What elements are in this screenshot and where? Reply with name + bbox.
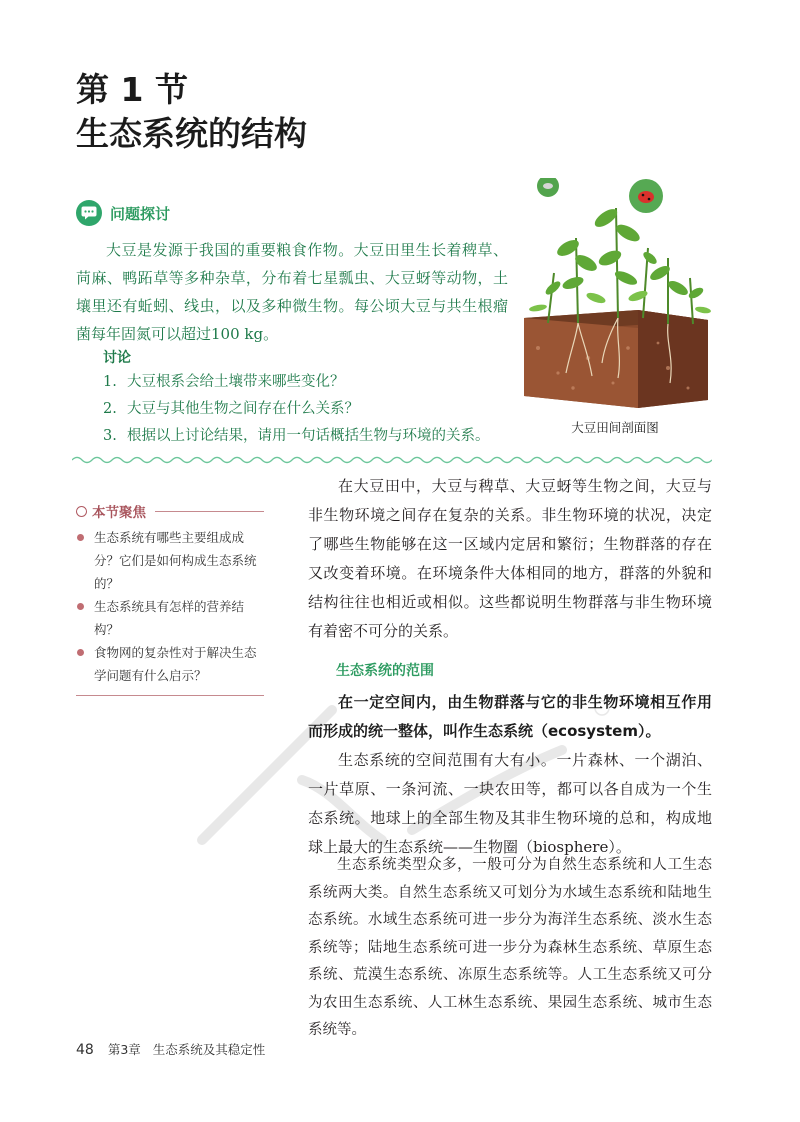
- ecosystem-definition: 在一定空间内，由生物群落与它的非生物环境相互作用而形成的统一整体，叫作生态系统（ecosystem）。: [308, 693, 712, 740]
- discussion-question-1: 1. 大豆根系会给土壤带来哪些变化？: [103, 374, 345, 390]
- discussion-header: [76, 200, 170, 226]
- figure-caption: 大豆田间剖面图: [571, 420, 659, 435]
- section-number: 第 1 节: [76, 70, 188, 109]
- discussion-question-2: 2. 大豆与其他生物之间存在什么关系？: [103, 401, 359, 417]
- body-paragraph-3: 生态系统类型众多，一般可分为自然生态系统和人工生态系统两大类。自然生态系统又可划分为水域生态系统和陆地生态系统。水域生态系统可进一步分为海洋生态系统、淡水生态系统等；陆地生态系统可进一步分为森林生态系统、草原生态系统、荒漠生态系统、冻原生态系统等。人工生态系统又可分为农田生态系统、人工林生态系统、果园生态系统、城市生态系统等。: [308, 857, 712, 1038]
- discussion-question-3: 3. 根据以上讨论结果，请用一句话概括生物与环境的关系。: [103, 428, 490, 444]
- focus-header: [76, 500, 264, 522]
- soybean-field-illustration: [518, 178, 712, 408]
- chapter-number: 第3章: [107, 1042, 141, 1057]
- body-paragraph-2: 生态系统的空间范围有大有小。一片森林、一个湖泊、一片草原、一条河流、一块农田等，都可以各自成为一个生态系统。地球上的全部生物及其非生物环境的总和，构成地球上最大的生态系统——生物圈（biosphere）。: [308, 751, 712, 856]
- focus-ring-icon: [76, 506, 87, 517]
- discussion-subtitle: 讨论: [103, 350, 131, 366]
- discussion-title: 问题探讨: [110, 204, 171, 223]
- focus-item: 食物网的复杂性对于解决生态学问题有什么启示？: [76, 641, 264, 687]
- subheading-ecosystem-scope: 生态系统的范围: [336, 663, 434, 679]
- discussion-intro: 大豆是发源于我国的重要粮食作物。大豆田里生长着稗草、苘麻、鸭跖草等多种杂草，分布着七星瓢虫、大豆蚜等动物，土壤里还有蚯蚓、线虫，以及多种微生物。每公顷大豆与共生根瘤菌每年固氮可以超过100 kg。: [76, 241, 508, 343]
- chat-bubble-icon: [76, 200, 102, 226]
- page-number: 48: [76, 1042, 94, 1058]
- section-focus-box: [76, 500, 264, 696]
- chapter-title: 生态系统及其稳定性: [152, 1042, 266, 1057]
- focus-rule: [155, 511, 264, 512]
- focus-title: 本节聚焦: [92, 505, 146, 521]
- focus-item: 生态系统有哪些主要组成成分？它们是如何构成生态系统的？: [76, 526, 264, 595]
- section-title: 生态系统的结构: [76, 114, 307, 153]
- focus-item: 生态系统具有怎样的营养结构？: [76, 595, 264, 641]
- body-paragraph-1: 在大豆田中，大豆与稗草、大豆蚜等生物之间，大豆与非生物环境之间存在复杂的关系。非生物环境的状况，决定了哪些生物能够在这一区域内定居和繁衍；生物群落的存在又改变着环境。在环境条件大体相同的地方，群落的外貌和结构往往也相近或相似。这些都说明生物群落与非生物环境有着密不可分的关系。: [308, 477, 712, 640]
- page-footer: [76, 1040, 265, 1058]
- wavy-divider: [72, 454, 712, 466]
